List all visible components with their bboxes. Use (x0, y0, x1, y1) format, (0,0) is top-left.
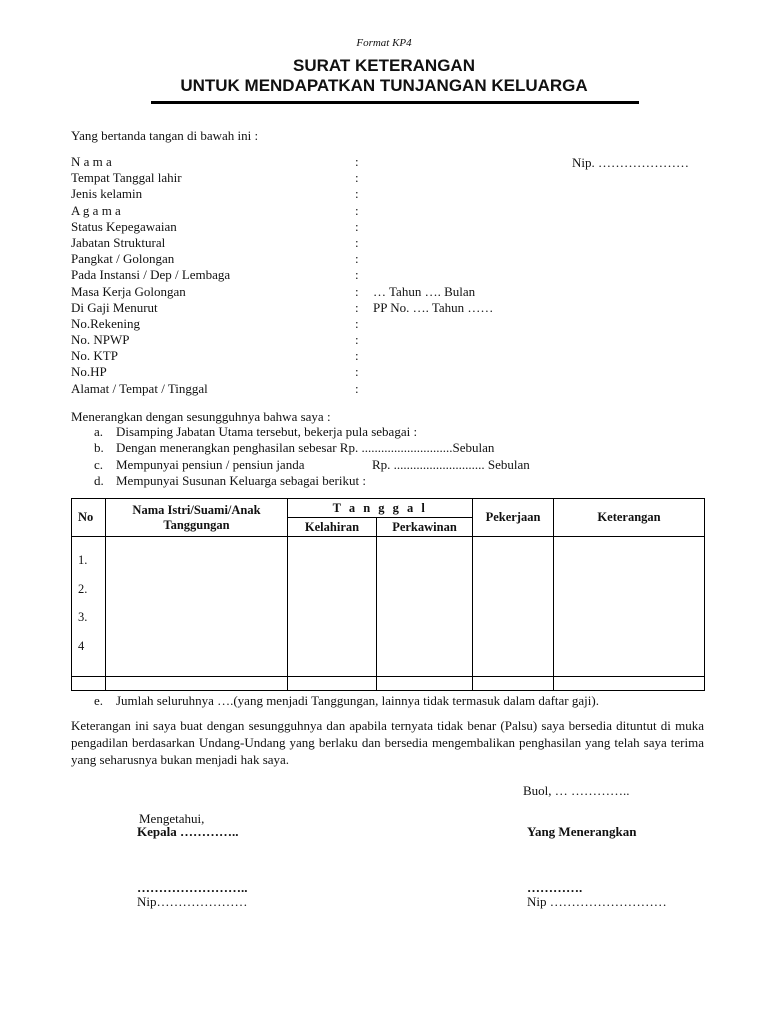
form-field-row (71, 332, 731, 348)
field-colon: : (355, 154, 359, 169)
title-underline (151, 101, 639, 104)
col-nama-header: Nama Istri/Suami/Anak Tanggungan (106, 499, 288, 537)
row-number: 4 (78, 638, 85, 653)
list-text: Mempunyai pensiun / pensiun janda (116, 456, 305, 472)
list-extra: Rp. ............................ Sebulan (372, 456, 530, 472)
col-keterangan-header: Keterangan (554, 499, 705, 537)
field-colon: : (355, 315, 359, 331)
field-colon: : (355, 170, 359, 186)
field-label: Di Gaji Menurut (71, 299, 158, 315)
form-field-row (71, 316, 731, 332)
intro-text: Yang bertanda tangan di bawah ini : (71, 128, 259, 143)
right-nip: Nip ……………………… (527, 894, 667, 909)
form-field-row (71, 219, 731, 235)
field-label: No.HP (71, 364, 107, 380)
form-field-row (71, 284, 731, 300)
list-marker: c. (94, 456, 104, 472)
row-number: 1. (78, 553, 88, 567)
table-cell (72, 677, 106, 691)
place-date: Buol, … ………….. (523, 783, 630, 798)
form-field-row (71, 154, 731, 170)
field-label: Jenis kelamin (71, 186, 143, 202)
list-marker: a. (94, 424, 104, 439)
document-title: SURAT KETERANGAN (293, 56, 475, 75)
field-label: Masa Kerja Golongan (71, 283, 186, 299)
col-kelahiran-header: Kelahiran (288, 518, 377, 537)
table-cell (288, 537, 377, 677)
list-marker: d. (94, 472, 104, 488)
identity-fields (71, 154, 731, 397)
table-cell (554, 537, 705, 677)
yang-menerangkan-label: Yang Menerangkan (527, 824, 637, 839)
field-label: No. NPWP (71, 332, 130, 348)
jumlah-text: Jumlah seluruhnya ….(yang menjadi Tanggungan, lainnya tidak termasuk dalam daftar gaji). (116, 693, 599, 708)
nip-field: Nip. ………………… (572, 155, 689, 170)
document-subtitle: UNTUK MENDAPATKAN TUNJANGAN KELUARGA (180, 76, 588, 95)
form-field-row (71, 381, 731, 397)
form-field-row (71, 364, 731, 380)
field-colon: : (355, 267, 359, 283)
field-value: PP No. …. Tahun …… (373, 299, 494, 315)
field-label: N a m a (71, 154, 112, 169)
form-field-row (71, 300, 731, 316)
field-colon: : (355, 234, 359, 250)
table-cell (106, 677, 288, 691)
table-cell (473, 537, 554, 677)
table-cell (377, 537, 473, 677)
field-label: No.Rekening (71, 315, 140, 331)
field-label: Status Kepegawaian (71, 218, 177, 234)
format-label: Format KP4 (356, 37, 412, 49)
left-signature-name: …………………….. (137, 880, 248, 895)
mengetahui-label: Mengetahui, (139, 811, 205, 826)
form-field-row (71, 235, 731, 251)
field-label: Pada Instansi / Dep / Lembaga (71, 267, 231, 283)
field-label: Pangkat / Golongan (71, 251, 175, 267)
table-cell (377, 677, 473, 691)
list-marker: e. (94, 693, 104, 708)
field-colon: : (355, 283, 359, 299)
field-label: No. KTP (71, 348, 118, 364)
col-tanggal-header: T a n g g a l (288, 499, 473, 518)
family-table (71, 498, 705, 691)
table-cell (473, 677, 554, 691)
field-label: Alamat / Tempat / Tinggal (71, 380, 208, 396)
field-colon: : (355, 332, 359, 348)
right-signature-name: …………. (527, 880, 583, 895)
form-field-row (71, 203, 731, 219)
left-nip: Nip………………… (137, 894, 248, 909)
col-pekerjaan-header: Pekerjaan (473, 499, 554, 537)
field-colon: : (355, 251, 359, 267)
form-field-row (71, 170, 731, 186)
form-field-row (71, 251, 731, 267)
list-text: Dengan menerangkan penghasilan sebesar Rp. ............................Sebulan (116, 440, 495, 456)
field-colon: : (355, 380, 359, 396)
table-cell (288, 677, 377, 691)
field-colon: : (355, 364, 359, 380)
kepala-label: Kepala ………….. (137, 824, 239, 839)
form-field-row (71, 186, 731, 202)
table-cell (106, 537, 288, 677)
declaration-paragraph: Keterangan ini saya buat dengan sesungguhnya dan apabila ternyata tidak benar (Palsu) saya bersedia dituntut di muka pengadilan berdasarkan Undang-Undang yang berlaku dan bersedia mengembalikan penghasilan yang telah saya terima yang seharusnya bukan menjadi hak saya. (71, 718, 704, 767)
row-number: 2. (78, 581, 88, 596)
col-no-header: No (72, 499, 106, 537)
field-label: Jabatan Struktural (71, 234, 166, 250)
list-text: Mempunyai Susunan Keluarga sebagai berikut : (116, 472, 366, 488)
list-marker: b. (94, 440, 104, 456)
form-field-row (71, 348, 731, 364)
field-value: … Tahun …. Bulan (373, 283, 476, 299)
table-cell (554, 677, 705, 691)
form-field-row (71, 267, 731, 283)
col-perkawinan-header: Perkawinan (377, 518, 473, 537)
table-row (72, 537, 106, 677)
field-colon: : (355, 218, 359, 234)
field-label: A g a m a (71, 202, 121, 218)
field-colon: : (355, 202, 359, 218)
field-label: Tempat Tanggal lahir (71, 170, 182, 186)
field-colon: : (355, 299, 359, 315)
row-number: 3. (78, 610, 88, 624)
field-colon: : (355, 348, 359, 364)
list-text: Disamping Jabatan Utama tersebut, bekerja pula sebagai : (116, 424, 418, 439)
menerangkan-text: Menerangkan dengan sesungguhnya bahwa saya : (71, 409, 331, 424)
field-colon: : (355, 186, 359, 202)
